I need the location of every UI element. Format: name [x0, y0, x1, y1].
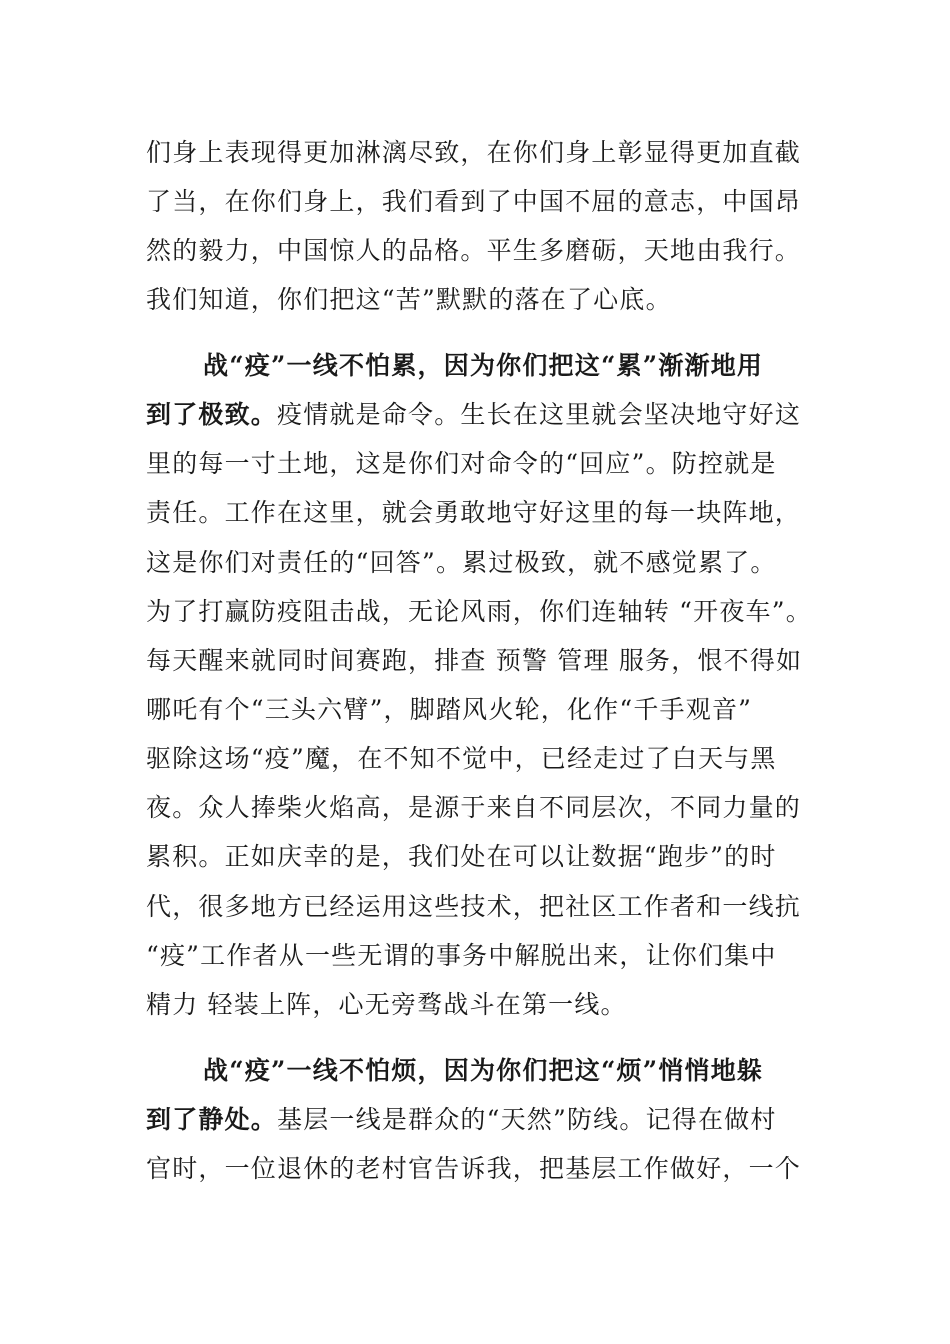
paragraph-line: 了当，在你们身上，我们看到了中国不屈的意志，中国昂	[146, 187, 802, 216]
paragraph-line	[146, 1103, 777, 1137]
paragraph-line	[146, 398, 801, 432]
paragraph-line: 我们知道，你们把这“苦”默默的落在了心底。	[146, 285, 672, 314]
paragraph-text: 疫情就是命令。生长在这里就会坚决地守好这	[277, 400, 802, 429]
paragraph-line: “疫”工作者从一些无谓的事务中解脱出来，让你们集中	[146, 941, 777, 970]
paragraph-line: 驱除这场“疫”魔，在不知不觉中，已经走过了白天与黑	[146, 744, 777, 773]
paragraph-line: 然的毅力，中国惊人的品格。平生多磨砺，天地由我行。	[146, 236, 802, 265]
paragraph-line: 精力 轻装上阵，心无旁骛战斗在第一线。	[146, 990, 627, 1019]
section-heading-end: 到了静处。	[146, 1105, 278, 1134]
paragraph-line: 累积。正如庆幸的是，我们处在可以让数据“跑步”的时	[146, 842, 777, 871]
paragraph-line: 这是你们对责任的“回答”。累过极致，就不感觉累了。	[146, 548, 777, 577]
paragraph-line: 里的每一寸土地，这是你们对命令的“回应”。防控就是	[146, 449, 777, 478]
paragraph-line: 们身上表现得更加淋漓尽致，在你们身上彰显得更加直截	[146, 138, 802, 167]
paragraph-line: 哪吒有个“三头六臂”，脚踏风火轮，化作“千手观音”	[146, 695, 753, 724]
paragraph-line: 官时，一位退休的老村官告诉我，把基层工作做好，一个	[146, 1154, 802, 1183]
section-heading: 战“疫”一线不怕烦，因为你们把这“烦”悄悄地躲	[203, 1056, 764, 1085]
section-heading: 战“疫”一线不怕累，因为你们把这“累”渐渐地用	[203, 351, 764, 380]
paragraph-text: 基层一线是群众的“天然”防线。记得在做村	[277, 1105, 777, 1134]
paragraph-line: 夜。众人捧柴火焰高，是源于来自不同层次，不同力量的	[146, 793, 802, 822]
paragraph-line: 代，很多地方已经运用这些技术，把社区工作者和一线抗	[146, 892, 802, 921]
paragraph-line: 为了打赢防疫阻击战，无论风雨，你们连轴转 “开夜车”。	[146, 597, 812, 626]
section-heading-end: 到了极致。	[146, 400, 278, 429]
paragraph-line: 责任。工作在这里，就会勇敢地守好这里的每一块阵地，	[146, 498, 802, 527]
paragraph-line: 每天醒来就同时间赛跑，排查 预警 管理 服务，恨不得如	[146, 646, 803, 675]
